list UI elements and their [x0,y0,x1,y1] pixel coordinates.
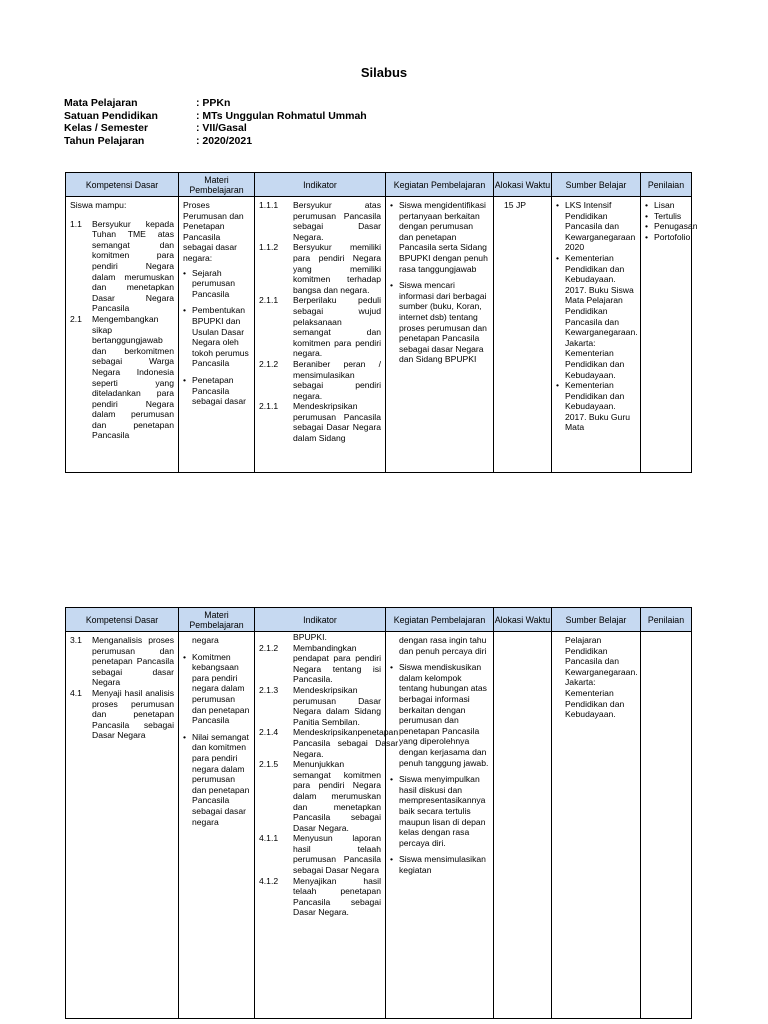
header-kegiatan: Kegiatan Pembelajaran [386,173,494,197]
materi-item: • Komitmen kebangsaan para pendiri negara dalam perumusan dan penetapan Pancasila [183,652,250,726]
header-penilaian: Penilaian [641,608,692,632]
materi-cell [179,197,255,473]
info-value: : PPKn [196,97,231,109]
info-label: Tahun Pelajaran [64,134,145,147]
kd-num: 2.1 [70,313,82,324]
penilaian-item: • Lisan [645,200,687,211]
kd-num: 1.1 [70,218,82,229]
indikator-num: 2.1.1 [259,401,279,412]
info-row [64,135,367,148]
header-sumber: Sumber Belajar [552,173,641,197]
indikator-item [259,643,381,685]
indikator-num: 2.1.2 [259,642,279,653]
indikator-text: Beraniber peran / mensimulasikan sebagai pendiri negara. [293,358,381,401]
indikator-item [259,685,381,727]
indikator-intro: BPUPKI. [293,632,327,642]
header-alokasi: Alokasi Waktu [494,608,552,632]
indikator-num: 1.1.2 [259,242,279,253]
sumber-item: • Kementerian Pendidikan dan Kebudayaan. 2017. Buku Siswa Mata Pelajaran Pendidikan Pancasila dan Kewarganegaraan. Jakarta: Kementerian Pendidikan dan Kebudayaan. [556,253,636,380]
kd-text: Menyaji hasil analisis proses perumusan dan penetapan Pancasila sebagai Dasar Negara [92,687,174,741]
kd-item [70,219,174,314]
kegiatan-item: • Siswa mensimulasikan kegiatan [390,854,489,875]
indikator-num: 2.1.4 [259,727,279,738]
materi-item: • Nilai semangat dan komitmen para pendiri negara dalam perumusan dan penetapan Pancasila sebagai dasar negara [183,732,250,827]
indikator-item [259,401,381,443]
header-kompetensi-dasar: Kompetensi Dasar [66,608,179,632]
info-row [64,110,367,123]
info-value: : MTs Unggulan Rohmatul Ummah [196,109,367,122]
materi-item: • Penetapan Pancasila sebagai dasar [183,375,250,407]
alokasi-cell [494,632,552,1019]
indikator-item [259,359,381,401]
materi-intro: negara [192,635,219,645]
kd-text: Bersyukur kepada Tuhan TME atas semangat dan komitmen para pendiri Negara dalam merumuskan dan menetapkan Dasar Negara Pancasila [92,218,174,314]
indikator-text: Mendeskripsikan perumusan Pancasila sebagai Dasar Negara dalam Sidang [293,401,381,444]
indikator-text: Menunjukkan semangat komitmen para pendiri Negara dalam merumuskan dan menetapkan Pancasila sebagai Dasar Negara. [293,759,381,833]
penilaian-cell [641,197,698,473]
sumber-item: • LKS Intensif Pendidikan Pancasila dan Kewarganegaraan 2020 [556,200,636,253]
sumber-cell [552,632,641,1019]
indikator-num: 2.1.1 [259,295,279,306]
indikator-num: 2.1.5 [259,759,279,770]
sumber-cell [552,197,641,473]
indikator-item [259,833,381,875]
indikator-text: Mendeskripsikanpenetapan Pancasila sebagai Dasar Negara. [293,727,399,759]
kd-item [70,688,174,741]
alokasi-value: 15 JP [504,200,526,210]
info-block [64,97,367,147]
materi-item: • Pembentukan BPUPKI dan Usulan Dasar Negara oleh tokoh perumus Pancasila [183,305,250,369]
kegiatan-item: • Siswa mencari informasi dari berbagai sumber (buku, Koran, internet dsb) tentang proses perumusan dan penetapan Pancasila sebagai dasar Negara dan Sidang BPUPKI [390,280,489,365]
kd-text: Menganalisis proses perumusan dan penetapan Pancasila sebagai dasar Negara [92,635,174,688]
indikator-text: Berperilaku peduli sebagai wujud pelaksanaan semangat dan komitmen para pendiri negara. [293,295,381,359]
indikator-num: 1.1.1 [259,200,279,210]
indikator-item [259,727,399,759]
indikator-item [259,200,381,242]
indikator-text: Membandingkan pendapat para pendiri Negara tentang isi Pancasila. [293,642,381,685]
indikator-num: 2.1.2 [259,358,279,369]
indikator-text: Mendeskripsikan perumusan Dasar Negara dalam Sidang Panitia Sembilan. [293,684,381,727]
kd-item [70,635,174,688]
kegiatan-cell [386,632,494,1019]
kegiatan-cell [386,197,494,473]
indikator-num: 4.1.1 [259,833,279,844]
kd-intro: Siswa mampu: [70,200,127,210]
sumber-item: • Kementerian Pendidikan dan Kebudayaan. 2017. Buku Guru Mata [556,380,636,433]
materi-cell [179,632,255,1019]
indikator-cell [255,632,399,1019]
alokasi-cell [494,197,552,473]
indikator-text: Menyajikan hasil telaah penetapan Pancasila sebagai Dasar Negara. [293,875,381,918]
info-value: : VII/Gasal [196,122,247,134]
penilaian-item: • Penugasan [645,221,687,232]
kd-text: Mengembangkan sikap bertanggungjawab dan berkomitmen sebagai Warga Negara Indonesia seperti yang diteladankan para pendiri Negara dalam perumusan dan penetapan Pancasila [92,313,174,441]
kegiatan-item: • Siswa mengidentifikasi pertanyaan berkaitan dengan perumusan dan penetapan Pancasila serta Sidang BPUPKI dengan penuh rasa tanggungjawab [390,200,489,274]
kegiatan-intro: dengan rasa ingin tahu dan penuh percaya diri [399,635,487,656]
kegiatan-item: • Siswa menyimpulkan hasil diskusi dan mempresentasikannya baik secara tertulis maupun lisan di depan kelas dengan rasa percaya diri. [390,774,489,848]
info-label: Kelas / Semester [64,122,149,134]
header-indikator: Indikator [255,608,386,632]
info-row [64,122,367,135]
indikator-num: 2.1.3 [259,684,279,695]
syllabus-table-page-1 [65,172,698,473]
indikator-text: Bersyukur atas perumusan Pancasila sebagai Dasar Negara. [293,200,381,242]
header-materi: Materi Pembelajaran [179,608,255,632]
penilaian-item: • Portofolio [645,232,687,243]
kd-item [70,314,174,441]
header-kegiatan: Kegiatan Pembelajaran [386,608,494,632]
penilaian-cell [641,632,692,1019]
penilaian-item: • Tertulis [645,211,687,222]
info-value: : 2020/2021 [196,134,253,147]
indikator-text: Menyusun laporan hasil telaah perumusan Pancasila sebagai Dasar Negara [293,833,381,876]
header-indikator: Indikator [255,173,386,197]
indikator-item [259,876,381,918]
info-label: Satuan Pendidikan [64,109,158,122]
header-alokasi: Alokasi Waktu [494,173,552,197]
header-sumber: Sumber Belajar [552,608,641,632]
indikator-item [259,295,381,359]
materi-item: • Sejarah perumusan Pancasila [183,268,250,300]
indikator-num: 4.1.2 [259,875,279,886]
header-kompetensi-dasar: Kompetensi Dasar [66,173,179,197]
kd-cell [66,197,179,473]
header-penilaian: Penilaian [641,173,692,197]
header-materi: Materi Pembelajaran [179,173,255,197]
sumber-text: Pelajaran Pendidikan Pancasila dan Kewarganegaraan. Jakarta: Kementerian Pendidikan dan Kebudayaan. [565,635,638,720]
indikator-item [259,242,381,295]
kd-cell [66,632,179,1019]
indikator-text: Bersyukur memiliki para pendiri Negara yang memiliki komitmen terhadap bangsa dan negara. [293,242,381,295]
syllabus-table-page-2 [65,607,692,1019]
kd-num: 3.1 [70,635,82,645]
document-title: Silabus [360,65,408,80]
info-row [64,97,367,110]
kd-num: 4.1 [70,687,82,698]
indikator-cell [255,197,386,473]
materi-intro: Proses Perumusan dan Penetapan Pancasila sebagai dasar negara: [183,200,244,263]
indikator-item [259,759,381,833]
kegiatan-item: • Siswa mendiskusikan dalam kelompok tentang hubungan atas berbagai informasi berkaitan dengan perumusan dan penetapan Pancasila yang diperolehnya dengan kerjasama dan penuh tanggung jawab. [390,662,489,768]
info-label: Mata Pelajaran [64,97,138,109]
